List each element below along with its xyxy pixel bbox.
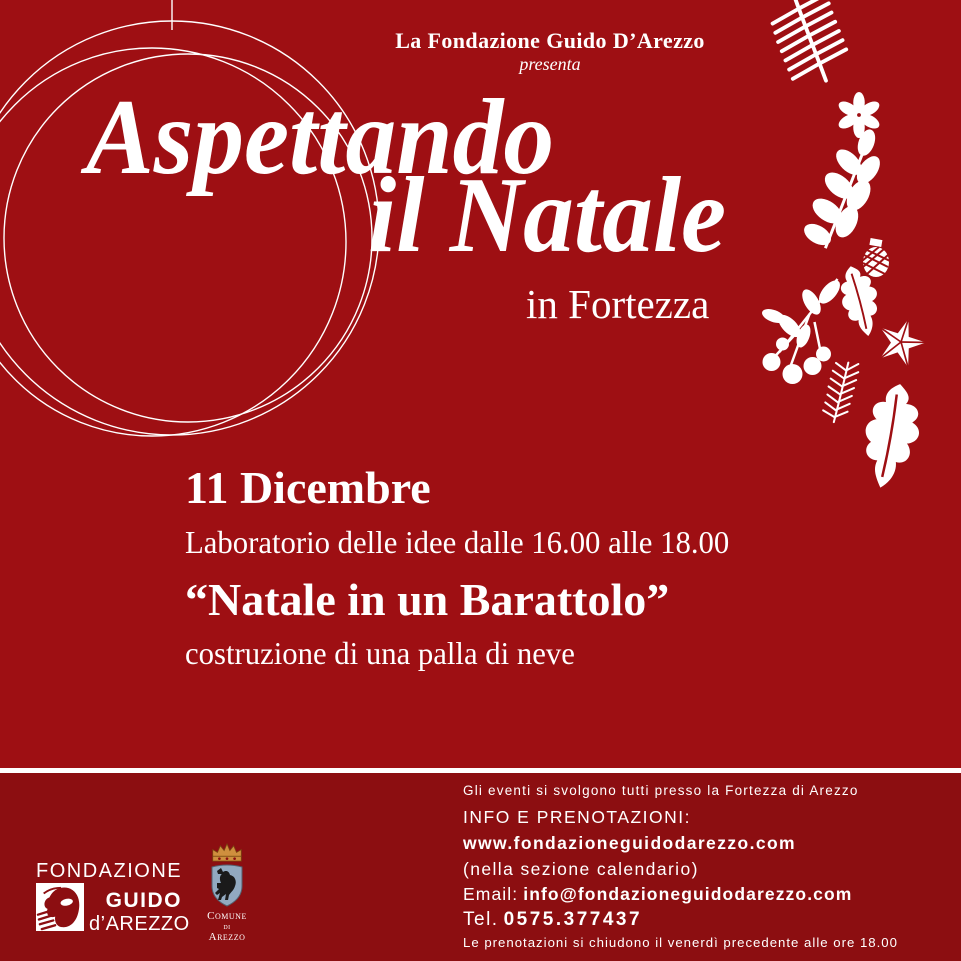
event-date: 11 Dicembre [185,462,431,513]
phone-label: Tel. [463,909,499,931]
email-label: Email: [463,883,519,904]
fondazione-logo-line2: GUIDO [105,889,182,912]
mask-logo-icon [36,883,84,931]
fondazione-logo-line1: FONDAZIONE [36,860,183,882]
presents-label: presenta [519,53,581,74]
workshop-subtitle: costruzione di una palla di neve [185,635,575,671]
venue-note: Gli eventi si svolgono tutti presso la Fortezza di Arezzo [463,783,859,798]
website-url: www.fondazioneguidodarezzo.com [463,832,797,853]
deadline-note: Le prenotazioni si chiudono il venerdì precedente alle ore 18.00 [463,935,898,951]
comune-name-line2: di [223,922,231,931]
presenter-title: La Fondazione Guido D’Arezzo [395,28,705,53]
title-line-1: Aspettando [86,78,555,197]
info-label: INFO E PRENOTAZIONI: [463,806,692,827]
comune-shield-icon [209,862,245,908]
footer [0,773,961,961]
comune-name-line1: Comune [207,910,247,922]
pine-sprig-icon [816,357,869,428]
comune-name-line3: Arezzo [208,931,246,943]
comune-crown-icon [209,843,245,862]
email-address: info@fondazioneguidodarezzo.com [523,883,853,904]
comune-crest [202,843,252,943]
fondazione-logo-line3: d’AREZZO [89,913,190,935]
mistletoe-icon [798,128,886,252]
contact-block [463,783,898,952]
website-note: (nella sezione calendario) [463,858,699,879]
email-line [463,884,898,906]
workshop-title: “Natale in un Barattolo” [185,574,670,625]
phone-number: 0575.377437 [503,909,643,931]
title-line-3: in Fortezza [526,281,710,327]
fondazione-logo [36,860,190,935]
phone-line [463,908,898,932]
pine-branch-icon [768,0,860,88]
star-icon [874,316,928,368]
title-line-2: il Natale [368,156,727,275]
event-schedule: Laboratorio delle idee dalle 16.00 alle 18.00 [185,524,730,560]
